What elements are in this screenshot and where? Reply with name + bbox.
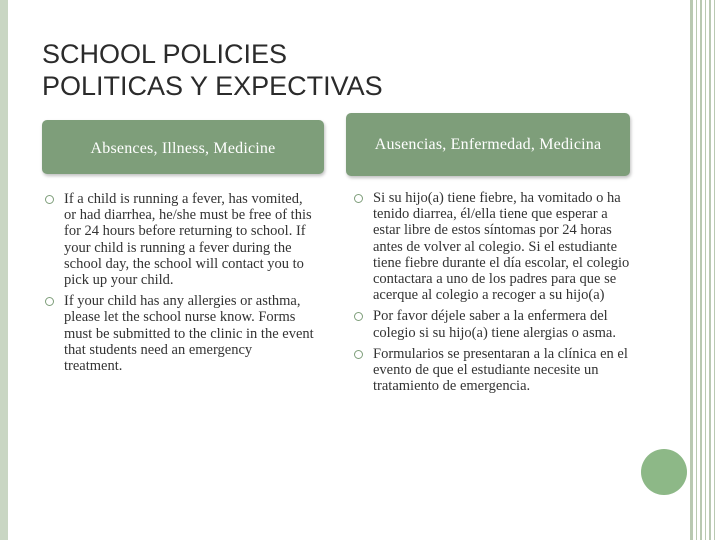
title-line-spanish: POLITICAS Y EXPECTIVAS (42, 71, 383, 101)
list-item (46, 293, 314, 374)
right-border-lines (686, 0, 720, 540)
list-item (355, 346, 631, 395)
circle-bullet-icon (354, 350, 363, 359)
left-border-bar (0, 0, 8, 540)
title-line-english: SCHOOL POLICIES (42, 39, 288, 69)
list-item (46, 191, 314, 288)
circle-bullet-icon (354, 312, 363, 321)
circle-bullet-icon (354, 194, 363, 203)
circle-bullet-icon (45, 195, 54, 204)
right-bullet-list (355, 190, 631, 399)
right-header-label: Ausencias, Enfermedad, Medicina (374, 135, 602, 153)
left-bullet-list (46, 191, 314, 379)
left-header-label: Absences, Illness, Medicine (90, 140, 276, 157)
list-item-text: If a child is running a fever, has vomited, or had diarrhea, he/she must be free of this for 24 hours before returning to school. If your child is running a fever during the school day, the school will contact you to pick up your child. (64, 191, 312, 289)
decorative-circle (641, 449, 687, 495)
list-item (355, 190, 631, 303)
left-column-header (42, 120, 324, 174)
page-title (42, 38, 383, 102)
right-column-header (346, 113, 630, 176)
list-item-text: Si su hijo(a) tiene fiebre, ha vomitado o ha tenido diarrea, él/ella tiene que esperar a estar libre de estos síntomas por 24 horas antes de volver al colegio. Si el estudiante tiene fiebre durante el día escolar, el colegio contactara a uno de los padres para que se acerque al colegio a recoger a su hijo(a) (373, 190, 630, 304)
circle-bullet-icon (45, 297, 54, 306)
list-item-text: Formularios se presentaran a la clínica en el evento de que el estudiante necesite un tratamiento de emergencia. (373, 345, 628, 395)
list-item-text: Por favor déjele saber a la enfermera del colegio si su hijo(a) tiene alergias o asma. (373, 308, 616, 341)
list-item-text: If your child has any allergies or asthma, please let the school nurse know. Forms must be submitted to the clinic in the event that students need an emergency treatment. (64, 293, 314, 375)
list-item (355, 308, 631, 340)
